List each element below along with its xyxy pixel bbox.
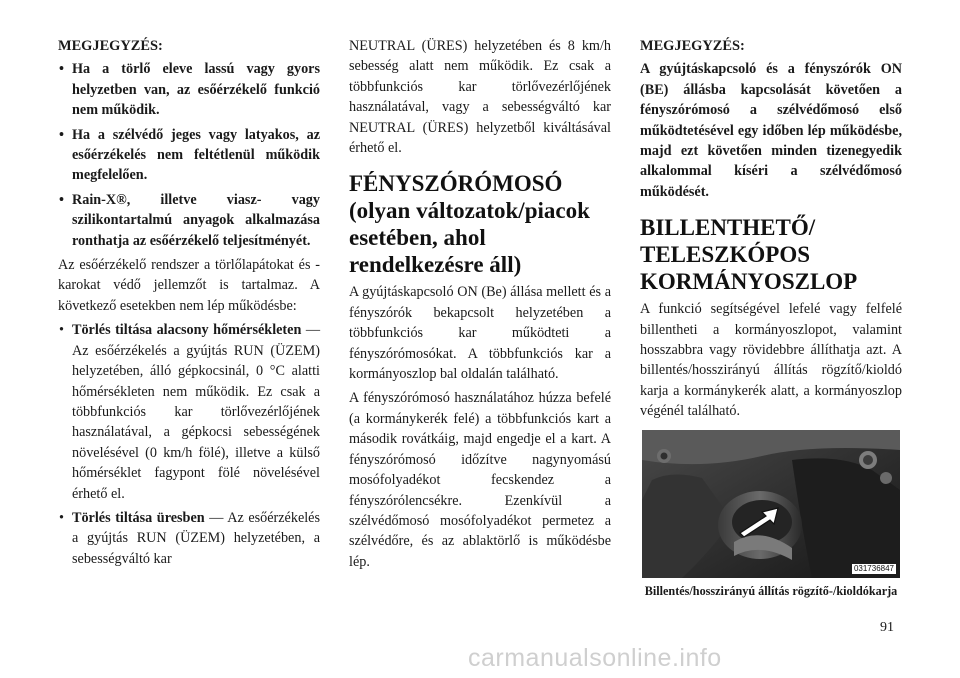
feature-text: Az esőérzékelés a gyújtás RUN (ÜZEM) helyzetében, a sebességváltó kar (72, 509, 320, 567)
section-title-headlamp-washer: FÉNYSZÓRÓMOSÓ (olyan változatok/piacok esetében, ahol rendelkezésre áll) (349, 171, 590, 278)
continuation-paragraph: NEUTRAL (ÜRES) helyzetében és 8 km/h sebesség alatt nem működik. Ez csak a többfunkciós kar törlővezérlőjének használatával, vagy a sebességváltó kar NEUTRAL (ÜRES) helyzetből kiváltásával érhető el. (349, 38, 611, 157)
note-bullet-3: • Rain-X®, illetve viasz- vagy szilikontartalmú anyagok alkalmazása ronthatja az esőérzékelő teljesítményét. (58, 190, 320, 251)
feature-dash: — (204, 509, 228, 526)
feature-bullet-list (58, 320, 320, 569)
headlamp-paragraph-1: A gyújtáskapcsoló ON (Be) állása mellett és a fényszórók bekapcsolt helyzetében a többfunkciós kar működteti a fényszórómosókat. A többfunkciós kar a kormányoszlop bal oldalán található. (349, 284, 611, 383)
feature-text: Az esőérzékelés a gyújtás RUN (ÜZEM) helyzetében, álló gépkocsinál, 0 °C alatti hőmérsékleten nem működik. Ez csak a többfunkciós kar törlővezérlőjének használatával, a gépkocsi sebességének növelésével (0 km/h fölé), illetve a külső hőmérséklet fagypont fölé növelésével érhető el. (72, 342, 320, 502)
feature-dash: — (301, 322, 320, 339)
column-1 (58, 36, 320, 573)
page-number: 91 (880, 620, 894, 635)
note-heading: MEGJEGYZÉS: (58, 38, 163, 54)
section-title-steering-column: BILLENTHETŐ/ TELESZKÓPOS KORMÁNYOSZLOP (640, 215, 858, 295)
note-bullet-2: • Ha a szélvédő jeges vagy latyakos, az esőérzékelés nem feltétlenül működik megfelelően. (58, 125, 320, 186)
feature-bullet-neutral (58, 508, 320, 569)
figure-caption: Billentés/hosszirányú állítás rögzítő-/kioldókarja (644, 583, 898, 598)
feature-term: Törlés tiltása üresben (72, 509, 205, 526)
intro-paragraph: Az esőérzékelő rendszer a törlőlapátokat és -karokat védő jellemzőt is tartalmaz. A következő esetekben nem lép működésbe: (58, 257, 320, 314)
feature-term: Törlés tiltása alacsony hőmérsékleten (72, 322, 302, 339)
column-2 (349, 36, 611, 576)
note-text: A gyújtáskapcsoló és a fényszórók ON (BE) állásba kapcsolását követően a fényszórómosó a szélvédőmosó első működtetésével egy időben lép működésbe, majd ezt követően minden tizenegyedik alkalommal kíséri a szélvédőmosó működését. (640, 61, 902, 200)
column-3 (640, 36, 902, 600)
note-heading: MEGJEGYZÉS: (640, 38, 745, 54)
feature-bullet-low-temp (58, 320, 320, 504)
steering-lever-illustration (642, 430, 900, 578)
note-bullet-1: • Ha a törlő eleve lassú vagy gyors helyzetben van, az esőérzékelő funkció nem működik. (58, 59, 320, 120)
watermark-text: carmanualsonline.info (468, 644, 722, 672)
note-bullet-list (58, 59, 320, 251)
figure-ref-code: 031736847 (853, 563, 894, 573)
steering-lever-photo (642, 430, 900, 578)
steering-paragraph: A funkció segítségével lefelé vagy felfelé billentheti a kormányoszlopot, valamint hosszabbra vagy rövidebbre állíthatja azt. A billentés/hosszirányú állítás rögzítő/kioldó karja a kormánykerék alatt, a kormányoszlop végénél található. (640, 301, 902, 420)
headlamp-paragraph-2: A fényszórómosó használatához húzza befelé (a kormánykerék felé) a többfunkciós kart a második rovátkáig, majd engedje el a kart. A fényszórómosó időzítve nagynyomású mosófolyadékot fecskendez a fényszórólencsékre. Ezenkívül a szélvédőmosó mosófolyadékot permetez a szélvédőre, és az ablaktörlő is működésbe lép. (349, 390, 611, 570)
